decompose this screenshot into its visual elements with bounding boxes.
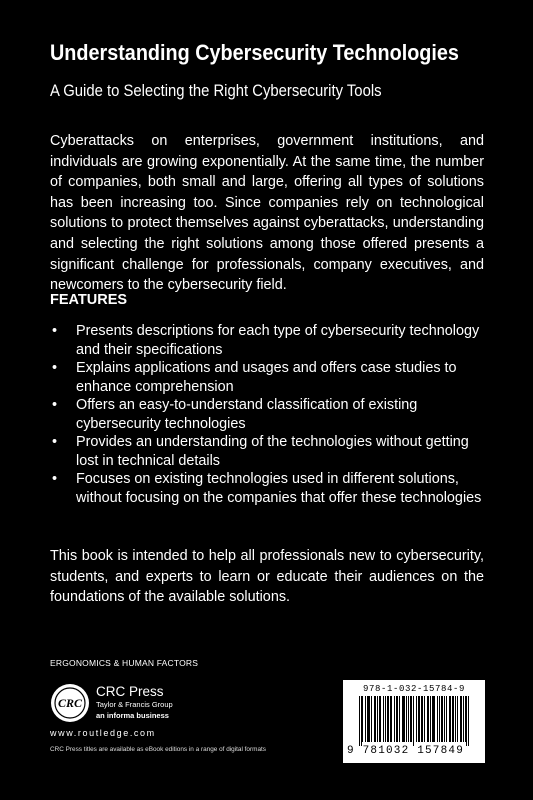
barcode-bar (442, 696, 443, 742)
intro-paragraph: Cyberattacks on enterprises, government institutions, and individuals are growing exponentially. At the same time, the number of companies, both small and large, offering all types of solutions has been increasing too. Since companies rely on technological solutions to protect themselves against cyberattacks, understanding and selecting the right solutions among those offered presents a significant challenge for professionals, company executives, and newcomers to the cybersecurity field. (50, 133, 484, 294)
barcode-bar (427, 696, 428, 742)
barcode-bar (377, 696, 378, 742)
barcode-bar (410, 696, 411, 742)
feature-item (50, 322, 490, 359)
barcode-bar (361, 696, 362, 746)
barcode-bar (437, 696, 438, 742)
barcode-bar (422, 696, 423, 742)
barcode-bar (441, 696, 442, 742)
bullet-icon: • (52, 323, 58, 339)
barcode-bar (416, 696, 417, 742)
barcode-bars (359, 696, 471, 746)
bullet-icon: • (52, 434, 58, 450)
barcode-bar (465, 696, 466, 742)
feature-item (50, 396, 490, 433)
barcode-bar (461, 696, 462, 742)
feature-text: Focuses on existing technologies used in different solutions, without focusing on the companies that offer these technologies (76, 471, 482, 506)
barcode-bar (396, 696, 397, 742)
barcode-bar (439, 696, 440, 742)
barcode-bar (430, 696, 431, 742)
barcode-bar (399, 696, 400, 742)
barcode-bar (394, 696, 395, 742)
barcode-bar (446, 696, 447, 742)
barcode-bar (468, 696, 469, 746)
barcode-bar (413, 696, 414, 746)
barcode-bar (388, 696, 389, 742)
barcode-bar (433, 696, 434, 742)
barcode-bar (421, 696, 422, 742)
barcode-bar (371, 696, 372, 742)
feature-text: Explains applications and usages and offers case studies to enhance comprehension (76, 360, 457, 395)
publisher-informa: an informa business (96, 711, 169, 720)
barcode-bar (424, 696, 425, 742)
feature-text: Offers an easy-to-understand classification of existing cybersecurity technologies (76, 397, 418, 432)
barcode-bar (452, 696, 453, 742)
features-list (50, 322, 490, 507)
barcode-bar (367, 696, 368, 742)
bullet-icon: • (52, 471, 58, 487)
publisher-name: CRC Press (96, 684, 164, 699)
features-heading: FEATURES (50, 292, 128, 308)
book-title: Understanding Cybersecurity Technologies (50, 40, 459, 65)
subject-category: ERGONOMICS & HUMAN FACTORS (50, 658, 199, 668)
barcode-bar (404, 696, 405, 742)
feature-text: Presents descriptions for each type of cybersecurity technology and their specifications (76, 323, 480, 358)
publisher-website: www.routledge.com (50, 728, 156, 738)
barcode-bar (406, 696, 407, 742)
logo-text: CRC (57, 696, 83, 710)
barcode-bar (449, 696, 450, 742)
outro-paragraph: This book is intended to help all professionals new to cybersecurity, students, and experts to learn or educate their audiences on the foundations of the available solutions. (50, 548, 484, 606)
barcode-bar (460, 696, 461, 742)
barcode-bar (432, 696, 433, 742)
barcode-bar (419, 696, 420, 742)
ebook-note: CRC Press titles are available as eBook editions in a range of digital formats (50, 746, 266, 753)
isbn-bottom-text: 9 781032 157849 (347, 745, 465, 757)
feature-item (50, 359, 490, 396)
barcode-bar (385, 696, 386, 742)
barcode-bar (362, 696, 363, 742)
barcode-bar (411, 696, 412, 742)
barcode-bar (397, 696, 398, 742)
book-subtitle: A Guide to Selecting the Right Cybersecurity Tools (50, 82, 382, 100)
barcode-bar (455, 696, 456, 742)
bullet-icon: • (52, 397, 58, 413)
barcode-bar (379, 696, 380, 742)
publisher-group: Taylor & Francis Group (96, 700, 173, 709)
barcode-bar (444, 696, 445, 742)
isbn-barcode (343, 680, 485, 763)
barcode-bar (418, 696, 419, 742)
barcode-bar (453, 696, 454, 742)
barcode-bar (403, 696, 404, 742)
barcode-bar (380, 696, 381, 742)
barcode-bar (375, 696, 376, 742)
barcode-bar (466, 696, 467, 746)
barcode-bar (383, 696, 384, 742)
barcode-bar (391, 696, 392, 742)
barcode-bar (359, 696, 360, 746)
barcode-bar (387, 696, 388, 742)
barcode-bar (428, 696, 429, 742)
bullet-icon: • (52, 360, 58, 376)
barcode-bar (390, 696, 391, 742)
barcode-bar (369, 696, 370, 742)
barcode-bar (450, 696, 451, 742)
crc-press-logo-icon (50, 683, 90, 723)
barcode-bar (457, 696, 458, 742)
barcode-bar (463, 696, 464, 742)
barcode-bar (408, 696, 409, 742)
feature-text: Provides an understanding of the technologies without getting lost in technical details (76, 434, 469, 469)
feature-item (50, 433, 490, 470)
barcode-bar (365, 696, 366, 742)
barcode-bar (374, 696, 375, 742)
barcode-bar (402, 696, 403, 742)
feature-item (50, 470, 490, 507)
isbn-top-text: 978-1-032-15784-9 (362, 684, 465, 694)
barcode-bar (434, 696, 435, 742)
barcode-bar (368, 696, 369, 742)
